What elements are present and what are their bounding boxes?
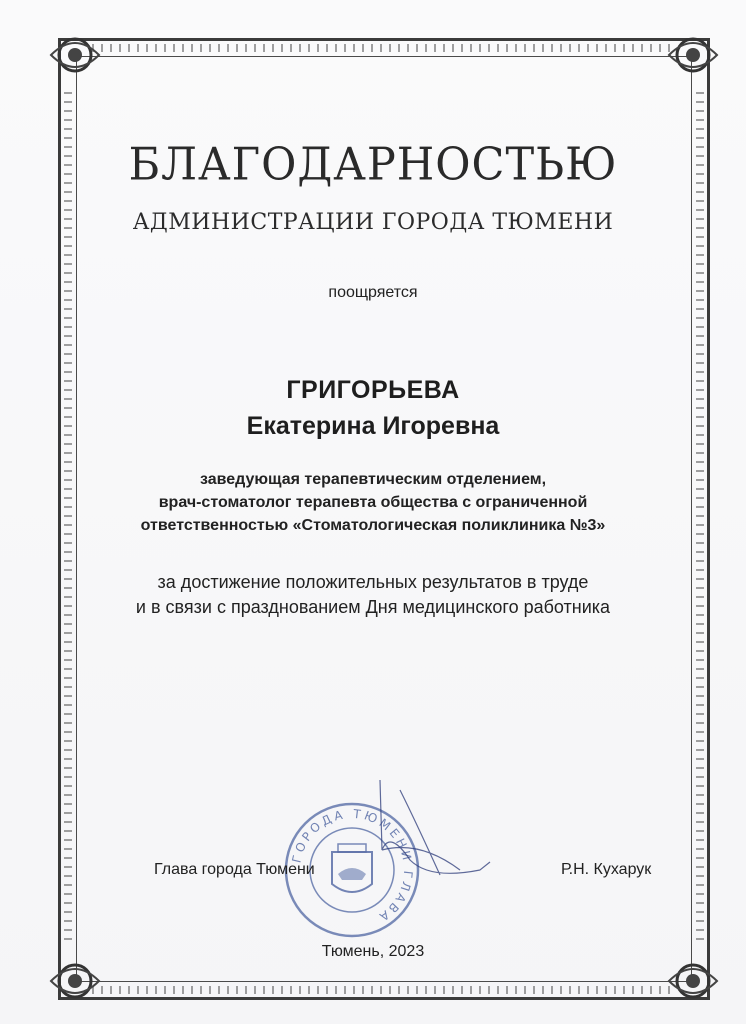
encouraged-text: поощряется [328,284,418,301]
corner-ornament-top-right [664,26,722,84]
frame-border-left [64,92,72,946]
signatory-name: Р.Н. Кухарук [561,861,652,878]
frame-border-bottom [92,986,676,994]
recipient-surname: ГРИГОРЬЕВА [286,376,460,404]
place-and-year: Тюмень, 2023 [321,943,425,960]
corner-ornament-top-left [46,26,104,84]
svg-text:ГОРОДА ТЮМЕНИ ГЛАВА: ГОРОДА ТЮМЕНИ ГЛАВА [289,806,416,926]
recipient-name: Екатерина Игоревна [246,412,500,440]
position-line: ответственностью «Стоматологическая поликлиника №3» [140,517,606,534]
frame-border-right [696,92,704,946]
certificate-title: БЛАГОДАРНОСТЬЮ [128,138,618,192]
position-line: врач-стоматолог терапевта общества с ограниченной [158,494,588,511]
reason-line: за достижение положительных результатов в труде [157,572,589,592]
signatory-title: Глава города Тюмени [154,861,315,878]
frame-border-top [92,44,676,52]
position-line: заведующая терапевтическим отделением, [199,471,547,488]
handwritten-signature [360,770,500,890]
corner-ornament-bottom-right [664,952,722,1010]
certificate-subtitle: АДМИНИСТРАЦИИ ГОРОДА ТЮМЕНИ [132,210,614,235]
recipient-position [80,468,666,537]
award-reason [80,570,666,620]
reason-line: и в связи с празднованием Дня медицинского работника [135,597,611,617]
